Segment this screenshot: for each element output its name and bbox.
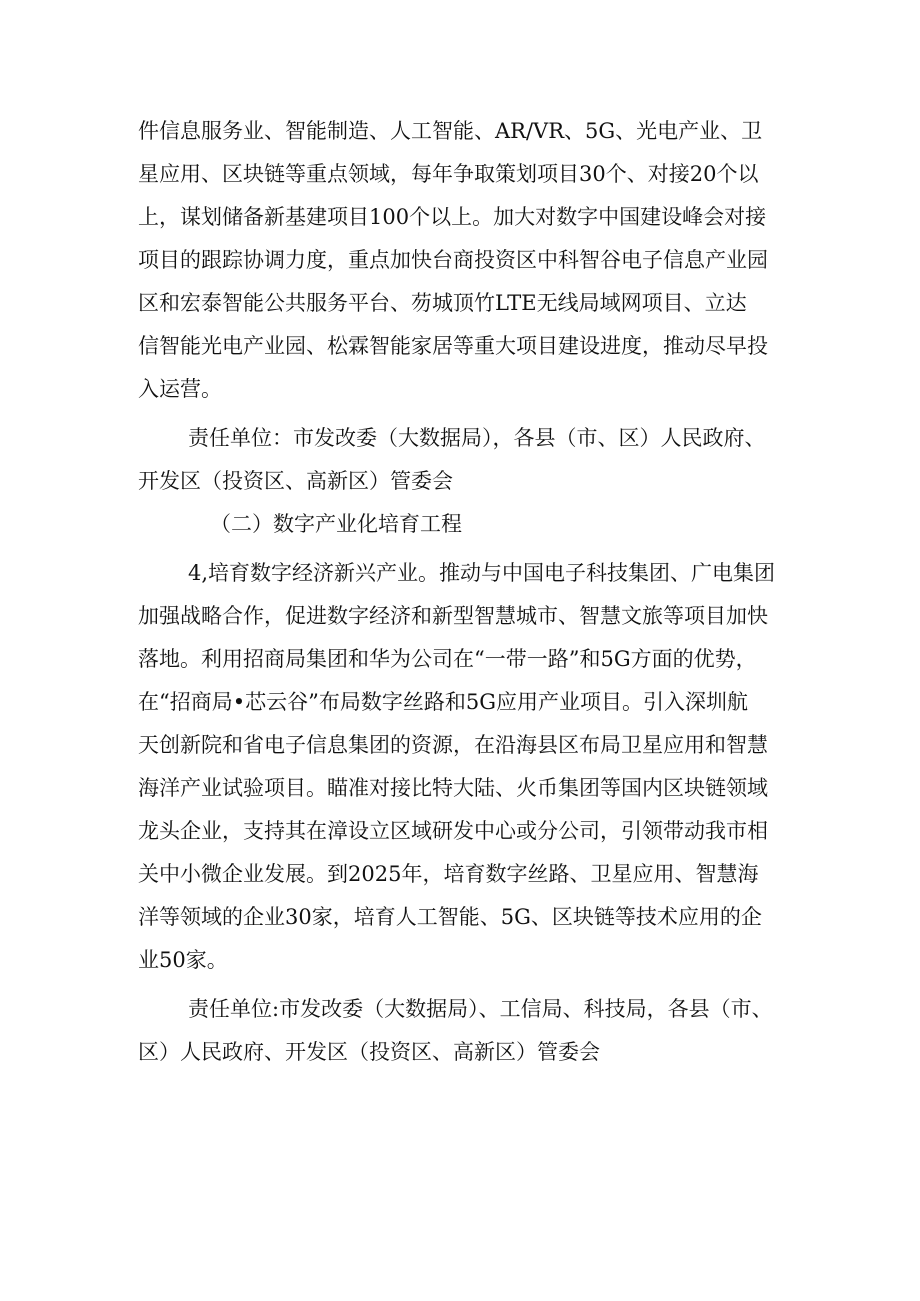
text-line: 海洋产业试验项目。瞄准对接比特大陆、火币集团等国内区块链领域 [138,776,768,800]
text-line: 落地。利用招商局集团和华为公司在“一带一路”和5G方面的优势， [138,647,757,671]
text-line: 星应用、区块链等重点领域，每年争取策划项目30个、对接20个以 [138,162,759,186]
text-line: 4,培育数字经济新兴产业。推动与中国电子科技集团、广电集团 [188,561,776,585]
text-line: 关中小微企业发展。到2025年，培育数字丝路、卫星应用、智慧海 [138,862,759,886]
section-heading [138,503,798,546]
text-line: 开发区（投资区、高新区）管委会 [138,469,453,493]
document-body [138,110,798,1074]
paragraph-responsibility-1 [138,417,798,503]
text-line: 区）人民政府、开发区（投资区、高新区）管委会 [138,1040,600,1064]
text-line: 入运营。 [138,377,222,401]
text-line: 上，谋划储备新基建项目100个以上。加大对数字中国建设峰会对接 [138,205,767,229]
text-line: 责任单位:市发改委（大数据局）、工信局、科技局，各县（市、 [188,997,773,1021]
text-line: 信智能光电产业园、松霖智能家居等重大项目建设进度，推动尽早投 [138,334,768,358]
text-line: 区和宏泰智能公共服务平台、芴城顶竹LTE无线局域网项目、立达 [138,291,747,315]
paragraph-responsibility-2 [138,988,798,1074]
paragraph-digital-industry [138,552,798,982]
paragraph-industry-focus [138,110,798,411]
text-line: 加强战略合作，促进数字经济和新型智慧城市、智慧文旅等项目加快 [138,604,768,628]
text-line: 业50家。 [138,948,228,972]
text-line: 在“招商局•芯云谷”布局数字丝路和5G应用产业项目。引入深圳航 [138,690,748,714]
heading-line: （二）数字产业化培育工程 [210,512,462,536]
text-line: 责任单位：市发改委（大数据局），各县（市、区）人民政府、 [188,426,766,450]
text-line: 件信息服务业、智能制造、人工智能、AR/VR、5G、光电产业、卫 [138,119,763,143]
text-line: 项目的跟踪协调力度，重点加快台商投资区中科智谷电子信息产业园 [138,248,768,272]
text-line: 龙头企业，支持其在漳设立区域研发中心或分公司，引领带动我市相 [138,819,768,843]
text-line: 洋等领域的企业30家，培育人工智能、5G、区块链等技术应用的企 [138,905,762,929]
text-line: 天创新院和省电子信息集团的资源，在沿海县区布局卫星应用和智慧 [138,733,768,757]
